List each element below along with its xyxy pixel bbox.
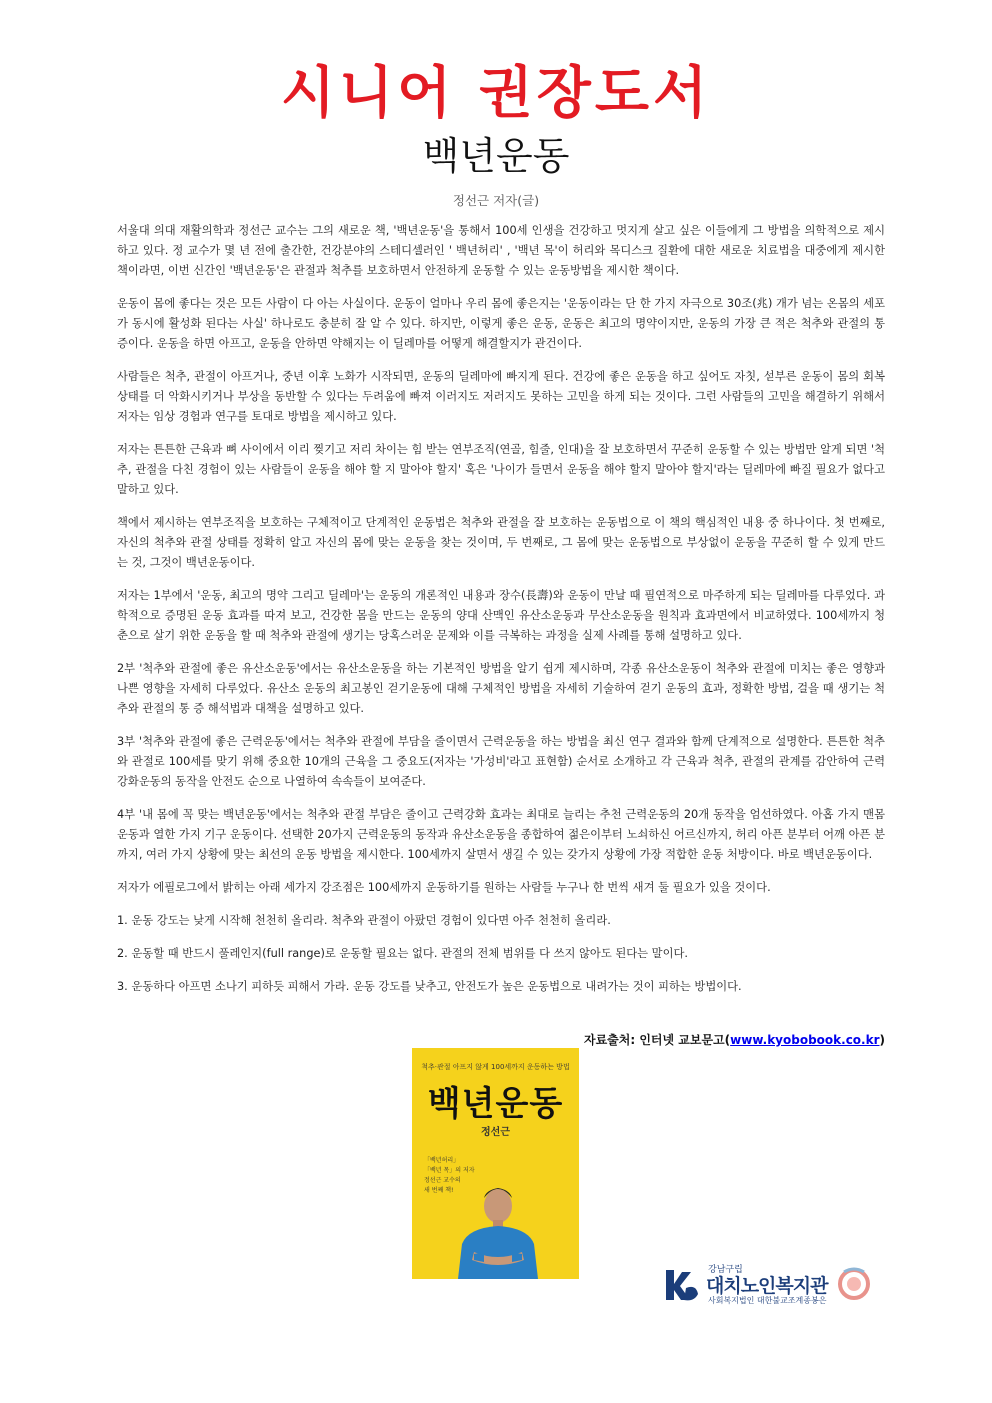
list-item: 3. 운동하다 아프면 소나기 피하듯 피해서 가라. 운동 강도를 낮추고, 안전도가 높은 운동법으로 내려가는 것이 피하는 방법이다. — [117, 980, 742, 993]
welfare-center-logo — [662, 1262, 878, 1308]
paragraph: 3부 '척추와 관절에 좋은 근력운동'에서는 척추와 관절에 부담을 줄이면서 근력운동을 하는 방법을 최신 연구 결과와 함께 단계적으로 설명한다. 튼튼한 척추와 관절로 100세를 맞기 위해 중요한 10개의 근육을 그 중요도(저자는 '가성비'라고 표현함) 순서로 소개하고 각 근육과 척추, 관절의 관계를 감안하여 근력강화운동의 동작을 안전도 순으로 나열하여 속속들이 보여준다. — [117, 735, 885, 788]
lotus-icon — [834, 1266, 874, 1300]
paragraph: 운동이 몸에 좋다는 것은 모든 사람이 다 아는 사실이다. 운동이 얼마나 우리 몸에 좋은지는 '운동이라는 단 한 가지 자극으로 30조(兆) 개가 넘는 온몸의 세포가 동시에 활성화 된다는 사실' 하나로도 충분히 잘 알 수 있다. 하지만, 이렇게 좋은 운동, 운동은 최고의 명약이지만, 운동의 가장 큰 적은 척추와 관절의 통증이다. 운동을 하면 아프고, 운동을 안하면 약해지는 이 딜레마를 어떻게 해결할지가 관건이다. — [117, 297, 885, 350]
paragraph: 저자가 에필로그에서 밝히는 아래 세가지 강조점은 100세까지 운동하기를 원하는 사람들 누구나 한 번씩 새겨 둘 필요가 있을 것이다. — [117, 881, 771, 894]
list-item: 2. 운동할 때 반드시 풀레인지(full range)로 운동할 필요는 없다. 관절의 전체 범위를 다 쓰지 않아도 된다는 말이다. — [117, 947, 689, 960]
source-citation — [584, 1031, 885, 1048]
source-label: 자료출처: 인터넷 교보문고( — [583, 1033, 731, 1047]
blurb-line: 「백년 목」의 저자 — [424, 1167, 475, 1174]
paragraph: 사람들은 척추, 관절이 아프거나, 중년 이후 노화가 시작되면, 운동의 딜레마에 빠지게 된다. 건강에 좋은 운동을 하고 싶어도 자칫, 섣부른 운동이 몸의 회복 상태를 더 악화시키거나 부상을 동반할 수 있다는 두려움에 빠져 이러지도 저러지도 못하는 고민을 하게 되는 것이다. 그런 사람들의 고민을 해결하기 위해서 저자는 임상 경험과 연구를 토대로 방법을 제시하고 있다. — [117, 370, 885, 423]
source-suffix: ) — [879, 1033, 885, 1047]
book-title: 백년운동 — [422, 134, 570, 178]
book-cover-author: 정선근 — [481, 1127, 510, 1138]
list-item: 1. 운동 강도는 낮게 시작해 천천히 올리라. 척추와 관절이 아팠던 경험이 있다면 아주 천천히 올리라. — [117, 914, 611, 927]
author-line: 정선근 저자(글) — [452, 193, 540, 208]
page-title: 시니어 권장도서 — [280, 61, 712, 126]
logo-region: 강남구립 — [708, 1265, 743, 1275]
logo-subtitle: 사회복지법인 대한불교조계종봉은 — [708, 1296, 827, 1305]
blurb-line: 「백년허리」 — [424, 1157, 460, 1164]
paragraph: 저자는 튼튼한 근육과 뼈 사이에서 이리 찢기고 저리 차이는 힘 받는 연부조직(연골, 힘줄, 인대)을 잘 보호하면서 꾸준히 운동할 수 있는 방법만 알게 되면 '척추, 관절을 다친 경험이 있는 사람들이 운동을 해야 할 지 말아야 할지' 혹은 '나이가 들면서 운동을 해야 할지 말아야 할지'라는 딜레마에 빠질 필요가 없다고 말하고 있다. — [117, 443, 885, 496]
paragraph: 책에서 제시하는 연부조직을 보호하는 구체적이고 단계적인 운동법은 척추와 관절을 잘 보호하는 운동법으로 이 책의 핵심적인 내용 중 하나이다. 첫 번째로, 자신의 척추와 관절 상태를 정확히 알고 자신의 몸에 맞는 운동을 찾는 것이며, 두 번째로, 그 몸에 맞는 운동법으로 부상없이 운동을 꾸준히 할 수 있게 만드는 것, 그것이 백년운동이다. — [117, 516, 886, 569]
paragraph: 서울대 의대 재활의학과 정선근 교수는 그의 새로운 책, '백년운동'을 통해서 100세 인생을 건강하고 멋지게 살고 싶은 이들에게 그 방법을 의학적으로 제시하고 있다. 정 교수가 몇 년 전에 출간한, 건강분야의 스테디셀러인 ' 백년허리' , '백년 목'이 허리와 목디스크 질환에 대한 새로운 치료법을 대중에게 제시한 책이라면, 이번 신간인 '백년운동'은 관절과 척추를 보호하면서 안전하게 운동할 수 있는 운동방법을 제시한 책이다. — [117, 224, 885, 277]
source-link[interactable]: www.kyobobook.co.kr — [730, 1033, 880, 1047]
paragraph: 4부 '내 몸에 꼭 맞는 백년운동'에서는 척추와 관절 부담은 줄이고 근력강화 효과는 최대로 늘리는 추천 근력운동의 20개 동작을 엄선하였다. 아홉 가지 맨몸운동과 열한 가지 기구 운동이다. 선택한 20가지 근력운동의 동작과 유산소운동을 종합하여 젊은이부터 노쇠하신 어르신까지, 허리 아픈 분부터 어깨 아픈 분까지, 여러 가지 상황에 맞는 최선의 운동 방법을 제시한다. 100세까지 살면서 생길 수 있는 갖가지 상황에 가장 적합한 운동 처방이다. 바로 백년운동이다. — [117, 808, 885, 861]
blurb-line: 새 번째 책! — [424, 1187, 454, 1194]
book-blurb — [424, 1156, 475, 1196]
paragraph: 저자는 1부에서 '운동, 최고의 명약 그리고 딜레마'는 운동의 개론적인 내용과 장수(長壽)와 운동이 만날 때 필연적으로 마주하게 되는 딜레마를 다루었다. 과학적으로 증명된 운동 효과를 따져 보고, 건강한 몸을 만드는 운동의 양대 산맥인 유산소운동과 무산소운동을 원칙과 효과면에서 비교하였다. 100세까지 청춘으로 살기 위한 운동을 할 때 척추와 관절에 생기는 당혹스러운 문제와 이를 극복하는 과정을 실제 사례를 통해 설명하고 있다. — [117, 589, 885, 642]
article-body — [117, 221, 885, 1010]
logo-name: 대치노인복지관 — [706, 1275, 828, 1297]
book-cover-title: 백년운동 — [427, 1084, 564, 1124]
book-cover-image — [412, 1048, 579, 1279]
book-tagline: 척추·관절 아프지 않게 100세까지 운동하는 방법 — [421, 1063, 570, 1071]
welfare-center-logo-icon — [662, 1264, 702, 1304]
paragraph: 2부 '척추와 관절에 좋은 유산소운동'에서는 유산소운동을 하는 기본적인 방법을 알기 쉽게 제시하며, 각종 유산소운동이 척추와 관절에 미치는 좋은 영향과 나쁜 영향을 자세히 다루었다. 유산소 운동의 최고봉인 걷기운동에 대해 구체적인 방법을 자세히 기술하여 걷기 운동의 효과, 정확한 방법, 걸을 때 생기는 척추와 관절의 통 증 해석법과 대책을 설명하고 있다. — [117, 662, 885, 715]
blurb-line: 정선근 교수의 — [424, 1177, 461, 1184]
